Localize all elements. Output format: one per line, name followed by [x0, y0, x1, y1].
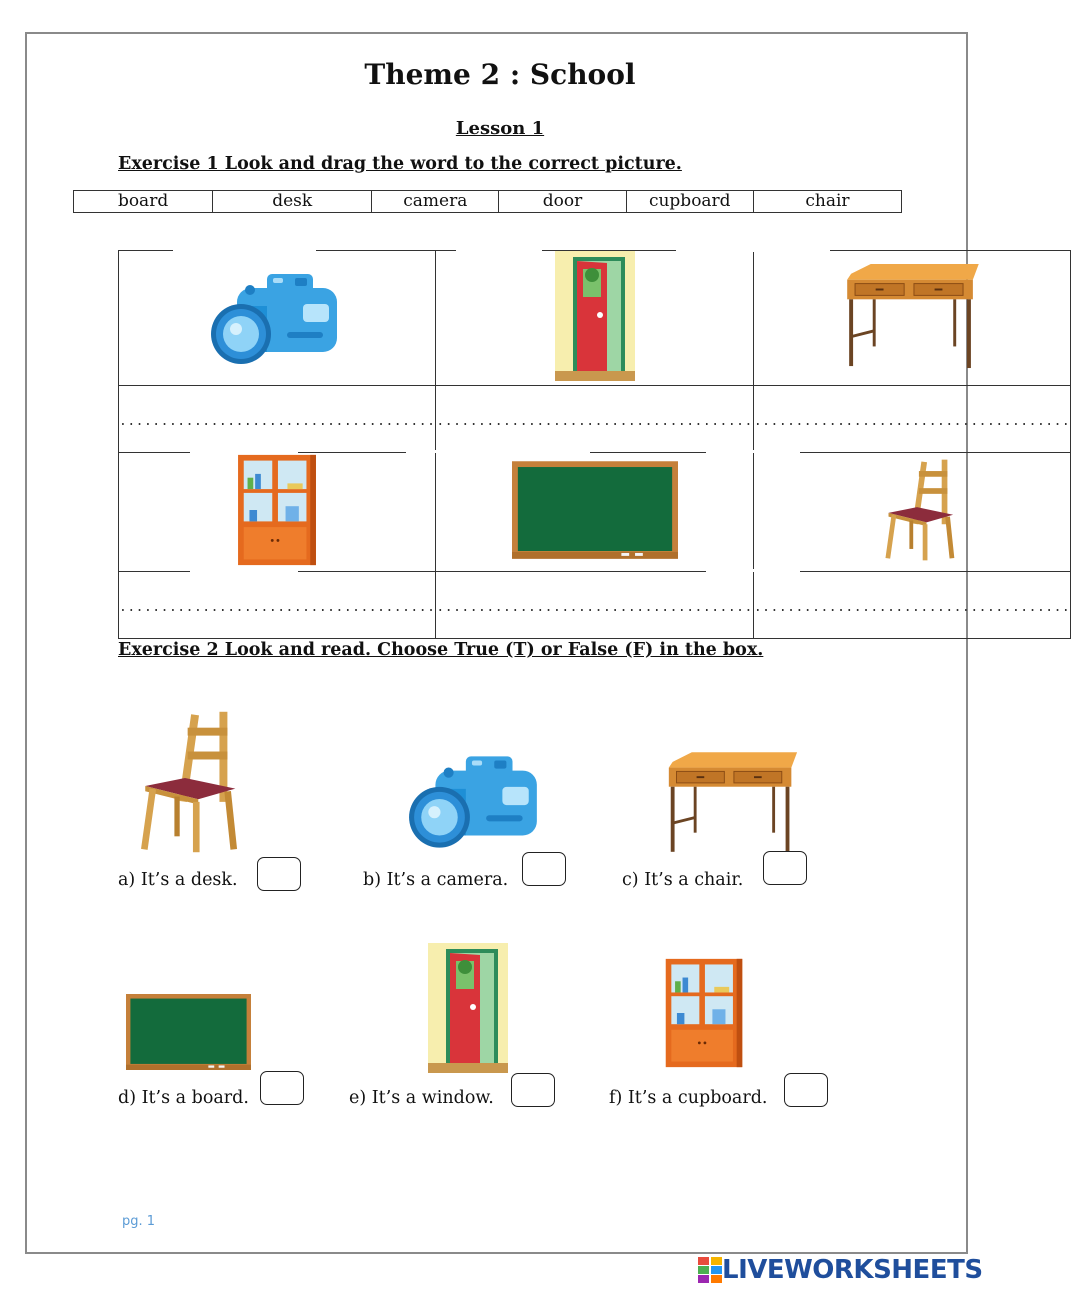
cell-door-picture	[436, 251, 753, 386]
liveworksheets-logo[interactable]	[698, 1255, 983, 1285]
answer-box-a[interactable]	[257, 857, 301, 891]
exercise1-grid	[118, 250, 1071, 639]
statement-a: a) It’s a desk.	[118, 870, 238, 890]
exercise1-heading: Exercise 1 Look and drag the word to the correct picture.	[118, 154, 682, 174]
answer-blank-1[interactable]	[119, 386, 436, 453]
word-desk[interactable]: desk	[213, 191, 372, 212]
border-gap	[190, 569, 298, 572]
answer-box-d[interactable]	[260, 1071, 304, 1105]
statement-e: e) It’s a window.	[349, 1088, 494, 1108]
chair-picture	[879, 457, 955, 563]
word-chair[interactable]: chair	[805, 191, 850, 211]
camera-picture	[207, 264, 347, 368]
border-gap	[190, 450, 298, 453]
word-camera[interactable]: camera	[372, 191, 499, 212]
answer-blank-5[interactable]	[436, 572, 753, 639]
word-door[interactable]: door	[499, 191, 626, 212]
door-picture	[555, 251, 635, 381]
statement-c: c) It’s a chair.	[622, 870, 744, 890]
cell-board-picture	[436, 453, 753, 572]
answer-box-c[interactable]	[763, 851, 807, 885]
cell-desk-picture	[753, 251, 1070, 386]
word-board[interactable]: board	[74, 191, 213, 212]
answer-blank-6[interactable]	[753, 572, 1070, 639]
cell-camera-picture	[119, 251, 436, 386]
desk-picture	[665, 750, 799, 856]
cupboard-picture	[234, 453, 320, 567]
border-gap	[456, 249, 542, 252]
dotted-line: ......................................	[436, 413, 753, 429]
word-cupboard[interactable]: cupboard	[627, 191, 754, 212]
answer-box-f[interactable]	[784, 1073, 828, 1107]
board-picture	[512, 460, 678, 560]
answer-box-b[interactable]	[522, 852, 566, 886]
exercise2-heading: Exercise 2 Look and read. Choose True (T) or False (F) in the box.	[118, 640, 764, 660]
cupboard-picture	[662, 955, 746, 1071]
liveworksheets-brand: LIVEWORKSHEETS	[722, 1255, 983, 1285]
page-number: pg. 1	[122, 1214, 156, 1229]
border-gap	[706, 569, 800, 572]
liveworksheets-logo-icon	[698, 1257, 722, 1283]
answer-box-e[interactable]	[511, 1073, 555, 1107]
answer-blank-4[interactable]	[119, 572, 436, 639]
lesson-heading: Lesson 1	[455, 118, 545, 139]
camera-picture	[405, 748, 547, 850]
page-title: Theme 2 : School	[364, 58, 636, 91]
answer-blank-2[interactable]	[436, 386, 753, 453]
border-gap	[173, 249, 316, 252]
cell-cupboard-picture	[119, 453, 436, 572]
cell-chair-picture	[753, 453, 1070, 572]
chair-picture	[132, 708, 238, 856]
border-gap	[706, 450, 800, 453]
board-picture	[126, 994, 251, 1070]
desk-picture	[842, 262, 982, 370]
dotted-line: ......................................	[753, 413, 1071, 429]
dotted-line: ......................................	[119, 413, 436, 429]
word-bank	[73, 190, 902, 213]
border-gap	[406, 450, 590, 453]
answer-blank-3[interactable]	[753, 386, 1070, 453]
dotted-line: ......................................	[436, 599, 753, 615]
door-picture	[428, 943, 508, 1073]
statement-f: f) It’s a cupboard.	[609, 1088, 768, 1108]
dotted-line: ......................................	[119, 599, 436, 615]
dotted-line: ......................................	[753, 599, 1071, 615]
border-gap	[676, 249, 830, 252]
statement-d: d) It’s a board.	[118, 1088, 249, 1108]
statement-b: b) It’s a camera.	[363, 870, 509, 890]
